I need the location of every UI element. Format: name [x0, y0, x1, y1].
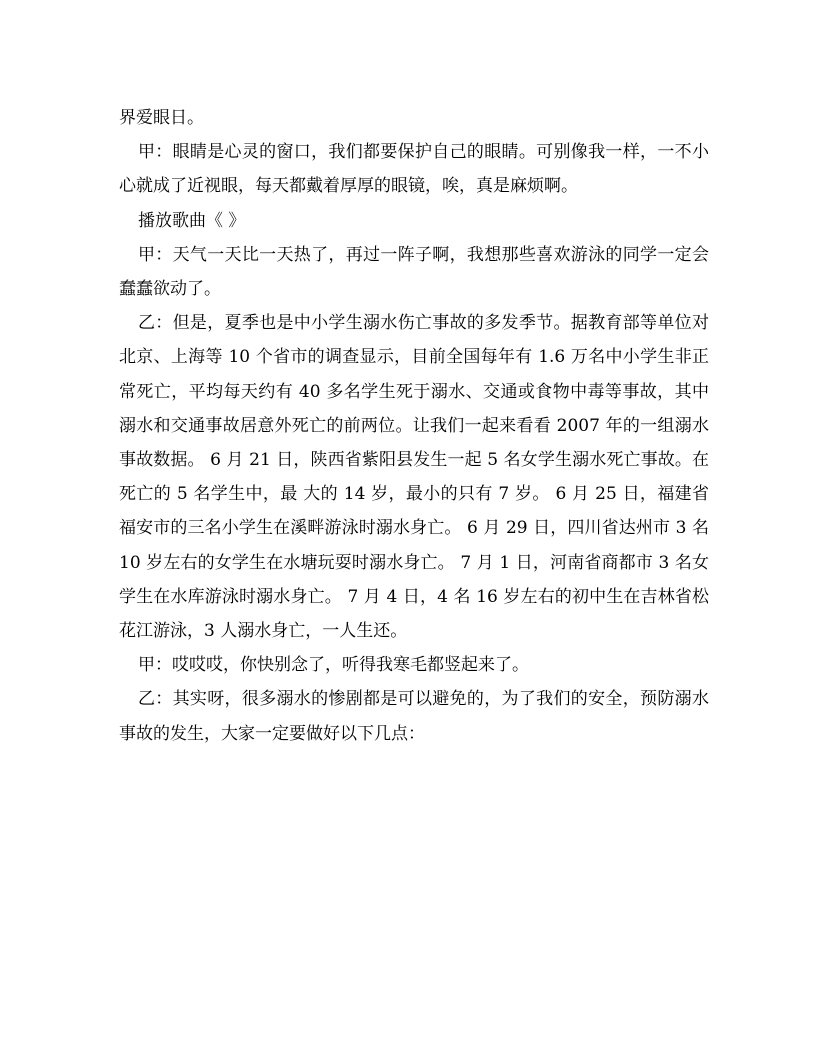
paragraph-yi-drowning-stats: 乙：但是，夏季也是中小学生溺水伤亡事故的多发季节。据教育部等单位对北京、上海等 10 个省市的调查显示，目前全国每年有 1.6 万名中小学生非正常死亡，平均每天约有 40 多名学生死于溺水、交通或食物中毒等事故，其中溺水和交通事故居意外死亡的前两位。让我们一起来看看 2007 年的一组溺水事故数据。 6 月 21 日，陕西省紫阳县发生一起 5 名女学生溺水死亡事故。在死亡的 5 名学生中，最 大的 14 岁，最小的只有 7 岁。 6 月 25 日，福建省福安市的三名小学生在溪畔游泳时溺水身亡。 6 月 29 日，四川省达州市 3 名 10 岁左右的女学生在水塘玩耍时溺水身亡。 7 月 1 日，河南省商都市 3 名女学生在水库游泳时溺水身亡。 7 月 4 日，4 名 16 岁左右的初中生在吉林省松花江游泳，3 人溺水身亡，一人生还。 — [119, 313, 709, 642]
paragraph-jia-swimming: 甲：天气一天比一天热了，再过一阵子啊，我想那些喜欢游泳的同学一定会蠢蠢欲动了。 — [119, 244, 709, 300]
paragraph-play-song: 播放歌曲《 》 — [138, 210, 246, 231]
paragraph-jia-reaction: 甲：哎哎哎，你快别念了，听得我寒毛都竖起来了。 — [138, 655, 529, 676]
paragraph-yi-prevention: 乙：其实呀，很多溺水的惨剧都是可以避免的，为了我们的安全，预防溺水事故的发生，大家一定要做好以下几点： — [119, 689, 709, 744]
paragraph-jia-eyes: 甲：眼睛是心灵的窗口，我们都要保护自己的眼睛。可别像我一样，一不小心就成了近视眼，每天都戴着厚厚的眼镜，唉，真是麻烦啊。 — [119, 142, 709, 197]
document-body — [119, 101, 709, 751]
paragraph-continuation: 界爱眼日。 — [119, 108, 204, 128]
